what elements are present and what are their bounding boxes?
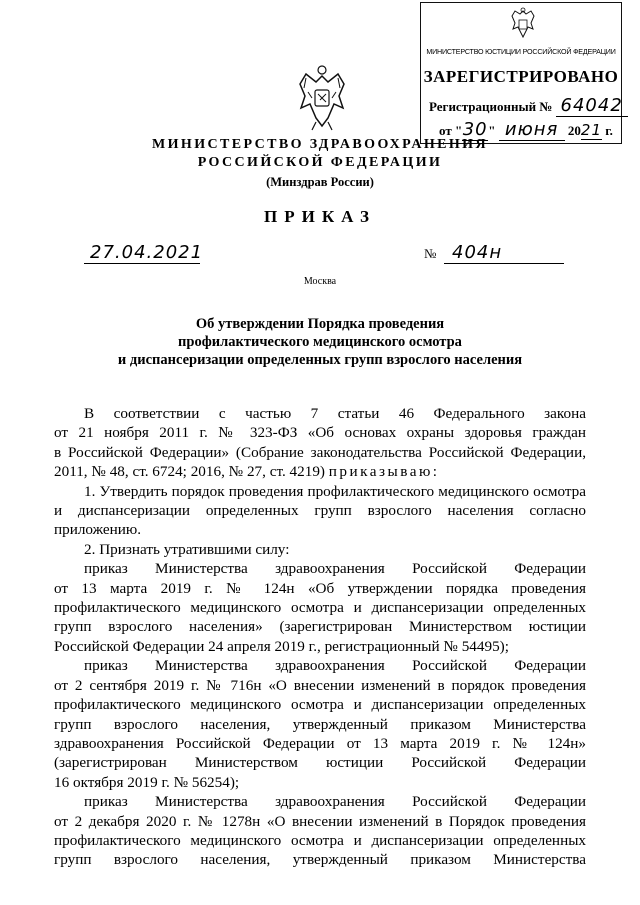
coat-of-arms-icon xyxy=(296,64,348,134)
body-line: от 13 марта 2019 г. № 124н «Об утверждении порядка проведения xyxy=(54,579,586,597)
order-date: 27.04.2021 xyxy=(84,242,200,264)
body-line: и диспансеризации определенных групп взрослого населения согласно xyxy=(54,502,586,520)
body-line: приказ Министерства здравоохранения Российской Федерации xyxy=(84,560,586,578)
body-line: приказ Министерства здравоохранения Российской Федерации xyxy=(84,793,586,811)
title-line-2: профилактического медицинского осмотра xyxy=(178,334,462,350)
body-order-word: приказываю: xyxy=(328,463,440,481)
body-line: от 21 ноября 2011 г. № 323-ФЗ «Об основах охраны здоровья граждан xyxy=(54,424,586,442)
stamp-registration-line xyxy=(429,95,628,117)
body-line: профилактического медицинского осмотра и диспансеризации определенных xyxy=(54,696,586,714)
body-line: от 2 сентября 2019 г. № 716н «О внесении изменений в порядок проведения xyxy=(54,676,586,694)
ministry-line-1: МИНИСТЕРСТВО ЗДРАВООХРАНЕНИЯ xyxy=(152,137,488,152)
body-line: от 2 декабря 2020 г. № 1278н «О внесении изменений в Порядок проведения xyxy=(54,812,586,830)
number-label: № xyxy=(424,246,437,261)
title-line-3: и диспансеризации определенных групп взрослого населения xyxy=(117,352,523,368)
stamp-date-month: июня xyxy=(499,119,565,141)
body-line: групп взрослого населения, утвержденный приказом Министерства xyxy=(54,715,586,733)
stamp-reg-number: 64042 xyxy=(556,95,628,117)
coat-of-arms-icon xyxy=(509,7,537,41)
body-text: 2011, № 48, ст. 6724; 2016, № 27, ст. 4219) xyxy=(54,463,325,481)
body-line: здравоохранения Российской Федерации от 13 марта 2019 г. № 124н» xyxy=(54,734,586,752)
body-line xyxy=(54,462,586,481)
order-number: 404н xyxy=(444,242,564,264)
stamp-date-line: от "30" июня 2021 г. xyxy=(439,119,613,140)
body-line: Российской Федерации 24 апреля 2019 г., регистрационный № 54495); xyxy=(54,637,509,655)
body-line: профилактического медицинского осмотра и диспансеризации определенных xyxy=(54,831,586,849)
stamp-date-g: г. xyxy=(605,123,613,138)
stamp-registered: ЗАРЕГИСТРИРОВАНО xyxy=(423,67,619,86)
ministry-abbreviation: (Минздрав России) xyxy=(266,175,374,189)
document-title xyxy=(60,315,580,369)
ministry-title xyxy=(150,136,490,172)
body-line: В соответствии с частью 7 статьи 46 Федерального закона xyxy=(84,405,586,422)
city: Москва xyxy=(303,276,337,287)
body-line: приложению. xyxy=(54,521,142,539)
registration-stamp xyxy=(420,2,622,144)
body-line: приказ Министерства здравоохранения Российской Федерации xyxy=(84,657,586,675)
body-line: групп взрослого населения» (зарегистрирован Министерством юстиции xyxy=(54,618,586,636)
document-type: ПРИКАЗ xyxy=(264,207,376,226)
body-line: профилактического медицинского осмотра и диспансеризации определенных xyxy=(54,599,586,617)
document-body xyxy=(54,404,586,870)
body-line: (зарегистрирован Министерством юстиции Российской Федерации xyxy=(54,754,586,772)
stamp-date-year-prefix: 20 xyxy=(567,123,581,138)
stamp-reg-label: Регистрационный № xyxy=(429,99,553,114)
stamp-date-year-suffix: 21 xyxy=(580,121,602,139)
body-line: 1. Утвердить порядок проведения профилактического медицинского осмотра xyxy=(84,482,586,500)
body-line: групп взрослого населения, утвержденный приказом Министерства xyxy=(54,851,586,869)
body-line: 16 октября 2019 г. № 56254); xyxy=(54,773,240,791)
title-line-1: Об утверждении Порядка проведения xyxy=(195,316,445,332)
stamp-ministry: МИНИСТЕРСТВО ЮСТИЦИИ РОССИЙСКОЙ ФЕДЕРАЦИИ xyxy=(426,47,616,56)
body-line: 2. Признать утратившими силу: xyxy=(84,540,290,558)
ministry-line-2: РОССИЙСКОЙ ФЕДЕРАЦИИ xyxy=(197,155,443,170)
stamp-date-from: от xyxy=(439,123,452,138)
stamp-date-day: 30 xyxy=(462,119,488,140)
body-line: в Российской Федерации» (Собрание законодательства Российской Федерации, xyxy=(54,443,586,461)
